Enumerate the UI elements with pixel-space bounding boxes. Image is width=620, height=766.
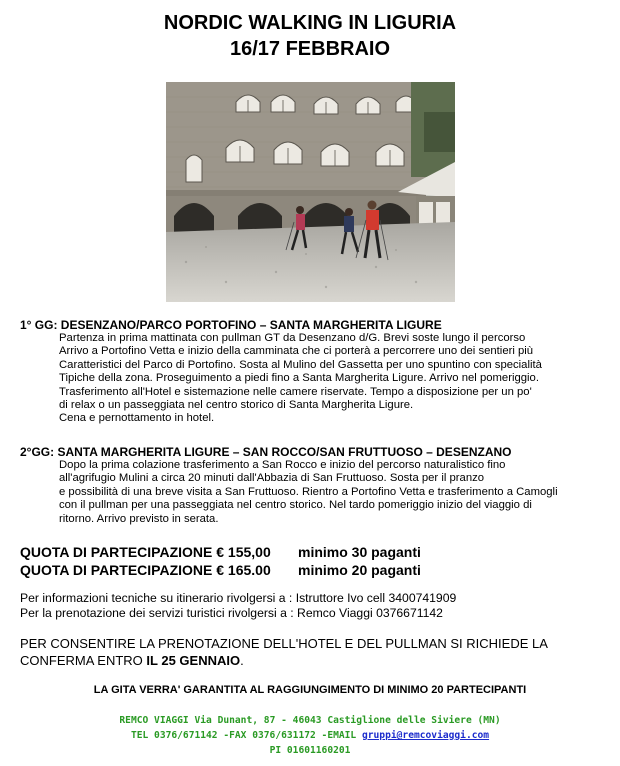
day1-line: Tipiche della zona. Proseguimento a piedi fino a Santa Margherita Ligure. Arrivo nel pomeriggio. xyxy=(59,372,539,385)
day2-heading: 2°GG: SANTA MARGHERITA LIGURE – SAN ROCCO/SAN FRUTTUOSO – DESENZANO xyxy=(20,445,512,459)
day1-line: Caratteristici del Parco di Portofino. Sosta al Mulino del Gassetta per uno spuntino con specialità xyxy=(59,358,542,371)
day2-description xyxy=(59,459,604,526)
notice-line-1: PER CONSENTIRE LA PRENOTAZIONE DELL'HOTEL E DEL PULLMAN SI RICHIEDE LA xyxy=(20,636,548,651)
footer-address: REMCO VIAGGI Via Dunant, 87 - 46043 Castiglione delle Siviere (MN) xyxy=(119,715,501,726)
day1-line: Partenza in prima mattinata con pullman GT da Desenzano d/G. Brevi soste lungo il percorso xyxy=(59,332,526,344)
footer-vat: PI 01601160201 xyxy=(269,745,351,756)
guarantee-notice: LA GITA VERRA' GARANTITA AL RAGGIUNGIMENTO DI MINIMO 20 PARTECIPANTI xyxy=(93,684,527,696)
day1-line: Trasferimento all'Hotel e sistemazione nelle camere riservate. Tempo a disposizione per un po' xyxy=(59,385,532,398)
price-quote-minimum: minimo 30 paganti xyxy=(298,544,421,560)
price-quote-label: QUOTA DI PARTECIPAZIONE € 165.00 xyxy=(20,562,271,578)
day2-line: Dopo la prima colazione trasferimento a San Rocco e inizio del percorso naturalistico fino xyxy=(59,459,506,471)
technical-info: Per informazioni tecniche su itinerario rivolgersi a : Istruttore Ivo cell 3400741909 xyxy=(20,591,457,605)
notice-deadline: IL 25 GENNAIO xyxy=(146,653,241,668)
day2-line: all'agrifugio Mulini a circa 20 minuti dall'Abbazia di San Fruttuoso. Sosta per il pranzo xyxy=(59,472,485,485)
day1-line: Arrivo a Portofino Vetta e inizio della camminata che ci porterà a percorrere uno dei sentieri più xyxy=(59,345,534,358)
price-quote-minimum: minimo 20 paganti xyxy=(298,562,421,578)
price-quote-label: QUOTA DI PARTECIPAZIONE € 155,00 xyxy=(20,544,271,560)
day2-line: ritorno. Arrivo previsto in serata. xyxy=(59,512,219,525)
day1-heading: 1° GG: DESENZANO/PARCO PORTOFINO – SANTA MARGHERITA LIGURE xyxy=(20,318,442,332)
page-subtitle: 16/17 FEBBRAIO xyxy=(229,38,391,60)
day2-line: con il pullman per una passeggiata nel centro storico. Nel tardo pomeriggio inizio del viaggio di xyxy=(59,499,532,512)
photo-portofino-abbey-walkers xyxy=(166,82,455,302)
price-quote-2 xyxy=(20,562,421,578)
booking-info: Per la prenotazione dei servizi turistici rivolgersi a : Remco Viaggi 0376671142 xyxy=(20,606,443,620)
notice-suffix: . xyxy=(240,653,244,668)
day2-line: e possibilità di una breve visita a San Fruttuoso. Rientro a Portofino Vetta e trasferimento a Camogli xyxy=(59,485,558,498)
email-link[interactable]: gruppi@remcoviaggi.com xyxy=(361,730,490,741)
footer-contacts xyxy=(0,730,620,741)
notice-prefix: CONFERMA ENTRO xyxy=(20,653,147,668)
day1-line: di relax o un passeggiata nel centro storico di Santa Margherita Ligure. xyxy=(59,399,414,412)
footer-contacts-text: TEL 0376/671142 -FAX 0376/631172 -EMAIL xyxy=(130,730,362,741)
price-quote-1 xyxy=(20,544,421,560)
notice-line-2 xyxy=(20,653,244,668)
day1-description xyxy=(59,332,604,426)
page-title: NORDIC WALKING IN LIGURIA xyxy=(163,12,457,34)
day1-line: Cena e pernottamento in hotel. xyxy=(59,412,215,425)
